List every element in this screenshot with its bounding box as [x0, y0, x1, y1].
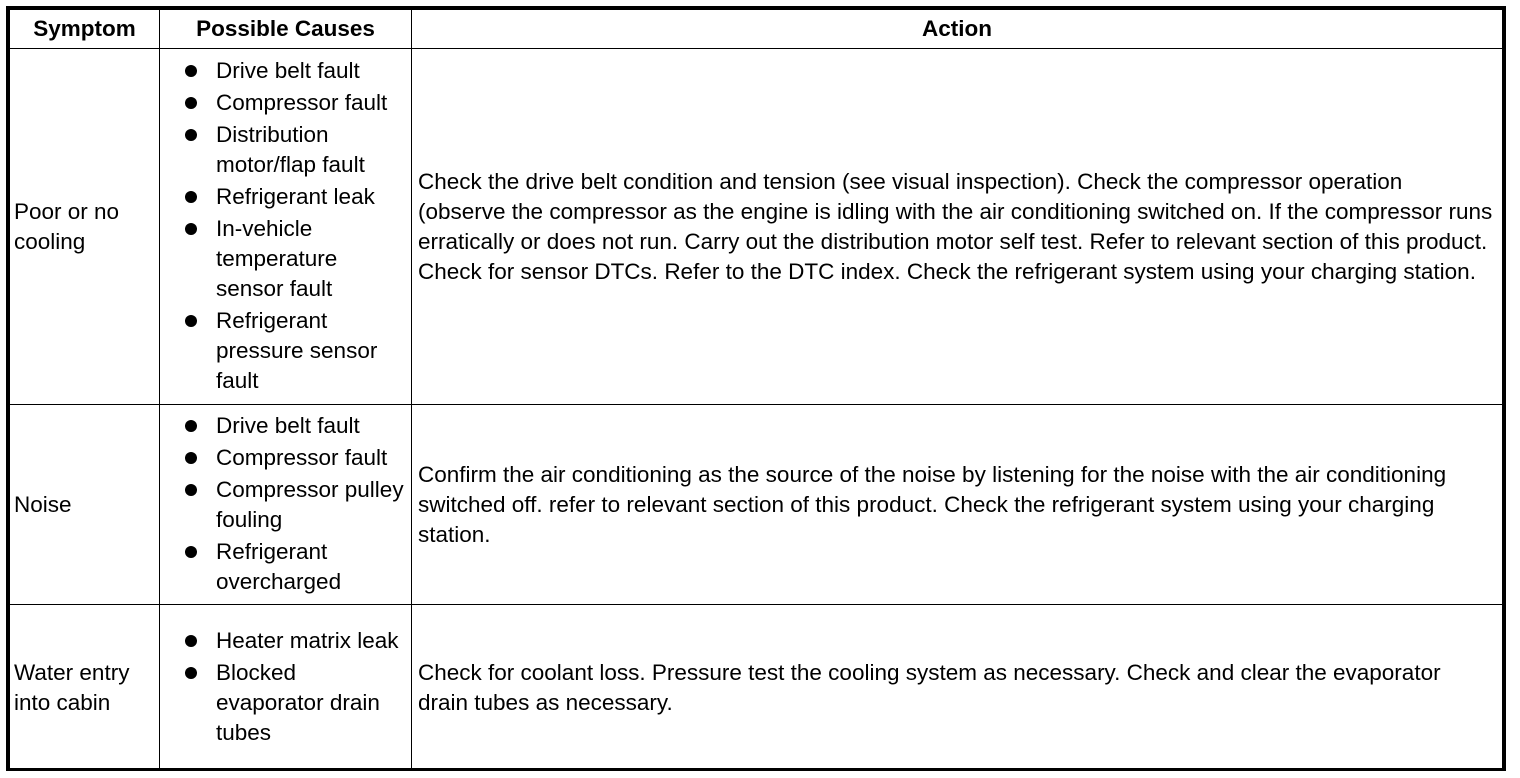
causes-cell — [160, 49, 412, 405]
bullet-icon — [185, 191, 197, 203]
causes-cell — [160, 405, 412, 605]
cause-item — [160, 182, 411, 212]
cause-text: Drive belt fault — [216, 57, 360, 83]
header-symptom: Symptom — [10, 10, 160, 49]
action-cell: Confirm the air conditioning as the source of the noise by listening for the noise with the air conditioning switched off. refer to relevant section of this product. Check the refrigerant system using your charging station. — [412, 405, 1503, 605]
causes-list — [160, 411, 411, 597]
cause-text: Refrigerant leak — [216, 183, 375, 209]
cause-item — [160, 658, 411, 748]
troubleshooting-table-frame — [6, 6, 1506, 771]
cause-item — [160, 56, 411, 86]
action-cell: Check for coolant loss. Pressure test the cooling system as necessary. Check and clear the evaporator drain tubes as necessary. — [412, 605, 1503, 771]
cause-text: Compressor fault — [216, 89, 388, 115]
cause-item — [160, 120, 411, 180]
bullet-icon — [185, 97, 197, 109]
cause-item — [160, 214, 411, 304]
bullet-icon — [185, 420, 197, 432]
table-row — [10, 605, 1503, 771]
symptom-cell: Poor or no cooling — [10, 49, 160, 405]
header-possible-causes: Possible Causes — [160, 10, 412, 49]
action-cell: Check the drive belt condition and tension (see visual inspection). Check the compressor operation (observe the compressor as the engine is idling with the air conditioning switched on. If the compressor runs erratically or does not run. Carry out the distribution motor self test. Refer to relevant section of this product. Check for sensor DTCs. Refer to the DTC index. Check the refrigerant system using your charging station. — [412, 49, 1503, 405]
bullet-icon — [185, 452, 197, 464]
cause-text: Compressor pulley fouling — [216, 476, 404, 532]
table-row — [10, 405, 1503, 605]
table-row — [10, 49, 1503, 405]
bullet-icon — [185, 129, 197, 141]
cause-text: Distribution motor/flap fault — [216, 121, 365, 177]
bullet-icon — [185, 315, 197, 327]
symptom-cell: Noise — [10, 405, 160, 605]
cause-text: Refrigerant pressure sensor fault — [216, 307, 378, 393]
cause-item — [160, 306, 411, 396]
cause-item — [160, 537, 411, 597]
bullet-icon — [185, 546, 197, 558]
bullet-icon — [185, 484, 197, 496]
cause-text: Blocked evaporator drain tubes — [216, 659, 380, 745]
cause-text: Refrigerant overcharged — [216, 538, 342, 594]
causes-list — [160, 56, 411, 396]
bullet-icon — [185, 65, 197, 77]
cause-item — [160, 411, 411, 441]
cause-item — [160, 626, 411, 656]
cause-text: Compressor fault — [216, 444, 388, 470]
cause-text: In-vehicle temperature sensor fault — [216, 215, 338, 301]
cause-text: Heater matrix leak — [216, 627, 399, 653]
troubleshooting-table — [9, 9, 1503, 771]
causes-list — [160, 626, 411, 748]
bullet-icon — [185, 667, 197, 679]
cause-item — [160, 443, 411, 473]
header-row — [10, 10, 1503, 49]
symptom-cell: Water entry into cabin — [10, 605, 160, 771]
bullet-icon — [185, 635, 197, 647]
cause-item — [160, 475, 411, 535]
cause-item — [160, 88, 411, 118]
header-action: Action — [412, 10, 1503, 49]
cause-text: Drive belt fault — [216, 412, 360, 438]
causes-cell — [160, 605, 412, 771]
bullet-icon — [185, 223, 197, 235]
